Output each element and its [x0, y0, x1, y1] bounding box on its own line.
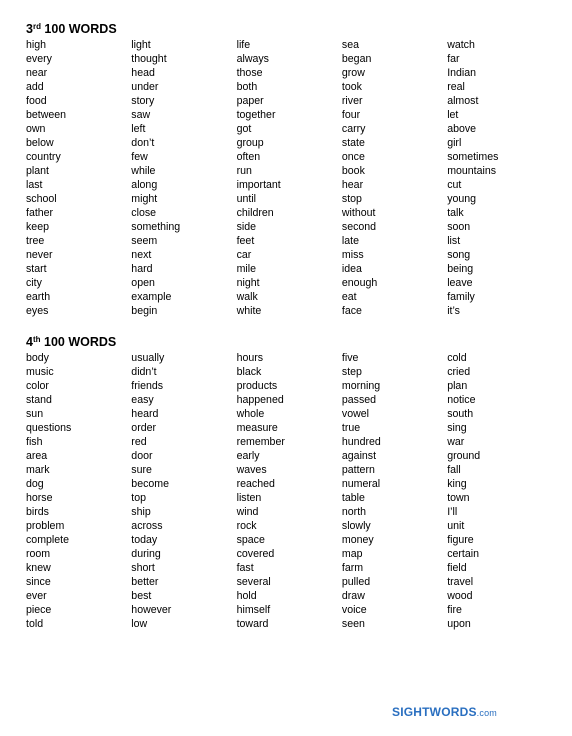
- word-item: high: [26, 39, 47, 51]
- word-item: area: [26, 450, 48, 462]
- word-item: school: [26, 193, 57, 205]
- word-item: start: [26, 263, 47, 275]
- word-column: [131, 38, 236, 318]
- word-item: morning: [341, 380, 381, 392]
- word-item: hours: [236, 352, 264, 364]
- word-item: cut: [447, 179, 462, 191]
- heading-title: 100 WORDS: [40, 22, 117, 36]
- word-item: usually: [131, 352, 165, 364]
- word-item: night: [236, 277, 260, 289]
- word-item: never: [26, 249, 53, 261]
- heading-ordinal-suffix: th: [32, 335, 41, 344]
- word-item: cried: [447, 366, 471, 378]
- word-item: low: [131, 618, 148, 630]
- word-item: rock: [236, 520, 257, 532]
- word-column: [447, 38, 552, 318]
- word-item: without: [341, 207, 376, 219]
- word-item: early: [236, 450, 260, 462]
- word-item: vowel: [341, 408, 369, 420]
- word-column: [342, 38, 447, 318]
- word-item: piece: [26, 604, 52, 616]
- word-item: next: [131, 249, 152, 261]
- logo-suffix-text: .com: [476, 708, 497, 718]
- word-item: mountains: [447, 165, 497, 177]
- word-item: draw: [341, 590, 365, 602]
- word-item: keep: [26, 221, 49, 233]
- word-item: room: [26, 548, 51, 560]
- word-item: city: [26, 277, 42, 289]
- word-item: real: [447, 81, 465, 93]
- word-item: book: [341, 165, 365, 177]
- word-item: list: [447, 235, 461, 247]
- word-item: passed: [341, 394, 377, 406]
- word-item: horse: [26, 492, 53, 504]
- word-item: song: [447, 249, 471, 261]
- word-item: slowly: [341, 520, 371, 532]
- word-item: certain: [447, 548, 479, 560]
- word-item: step: [341, 366, 362, 378]
- word-item: along: [131, 179, 158, 191]
- word-item: family: [447, 291, 475, 303]
- word-item: once: [341, 151, 365, 163]
- word-item: covered: [236, 548, 275, 560]
- word-item: pattern: [341, 464, 375, 476]
- section-heading: [26, 20, 556, 38]
- word-item: tree: [26, 235, 45, 247]
- word-item: music: [26, 366, 54, 378]
- word-item: since: [26, 576, 51, 588]
- word-item: order: [131, 422, 157, 434]
- word-item: last: [26, 179, 43, 191]
- word-item: both: [236, 81, 258, 93]
- word-item: table: [341, 492, 365, 504]
- word-item: leave: [447, 277, 473, 289]
- section-heading: [26, 333, 556, 351]
- word-item: might: [131, 193, 158, 205]
- word-item: war: [447, 436, 465, 448]
- word-item: black: [236, 366, 262, 378]
- word-item: feet: [236, 235, 255, 247]
- word-item: almost: [447, 95, 479, 107]
- word-item: body: [26, 352, 49, 364]
- word-item: stand: [26, 394, 52, 406]
- word-item: soon: [447, 221, 471, 233]
- word-item: measure: [236, 422, 278, 434]
- word-item: while: [131, 165, 156, 177]
- word-item: numeral: [341, 478, 381, 490]
- heading-ordinal-suffix: rd: [32, 22, 41, 31]
- word-item: watch: [447, 39, 475, 51]
- word-item: children: [236, 207, 274, 219]
- section-4th-100-words: [26, 333, 556, 631]
- word-item: country: [26, 151, 61, 163]
- word-item: farm: [341, 562, 364, 574]
- word-item: often: [236, 151, 261, 163]
- word-item: Indian: [447, 67, 477, 79]
- word-item: across: [131, 520, 163, 532]
- word-item: hold: [236, 590, 257, 602]
- word-item: talk: [447, 207, 464, 219]
- word-item: light: [131, 39, 151, 51]
- word-column: [26, 351, 131, 631]
- word-item: unit: [447, 520, 465, 532]
- word-item: listen: [236, 492, 262, 504]
- word-item: river: [341, 95, 363, 107]
- word-item: king: [447, 478, 467, 490]
- word-item: few: [131, 151, 148, 163]
- word-item: saw: [131, 109, 151, 121]
- word-item: began: [341, 53, 372, 65]
- word-item: wind: [236, 506, 259, 518]
- word-item: friends: [131, 380, 164, 392]
- word-item: true: [341, 422, 361, 434]
- word-item: mark: [26, 464, 50, 476]
- word-item: left: [131, 123, 146, 135]
- word-item: told: [26, 618, 44, 630]
- word-item: white: [236, 305, 262, 317]
- word-item: travel: [447, 576, 474, 588]
- word-item: better: [131, 576, 159, 588]
- heading-ordinal: 3: [26, 22, 33, 36]
- word-item: above: [447, 123, 477, 135]
- word-item: didn’t: [131, 366, 157, 378]
- word-item: however: [131, 604, 172, 616]
- word-item: happened: [236, 394, 284, 406]
- sightwords-logo: [392, 705, 497, 719]
- word-item: father: [26, 207, 54, 219]
- word-item: don’t: [131, 137, 155, 149]
- word-item: between: [26, 109, 67, 121]
- word-item: idea: [341, 263, 362, 275]
- word-item: ground: [447, 450, 481, 462]
- word-item: got: [236, 123, 252, 135]
- word-item: side: [236, 221, 257, 233]
- word-item: eat: [341, 291, 357, 303]
- word-item: plan: [447, 380, 468, 392]
- word-grid: [26, 351, 556, 631]
- word-item: head: [131, 67, 155, 79]
- word-item: against: [341, 450, 377, 462]
- word-item: sea: [341, 39, 359, 51]
- word-item: I’ll: [447, 506, 458, 518]
- word-item: face: [341, 305, 362, 317]
- word-item: paper: [236, 95, 264, 107]
- word-item: begin: [131, 305, 158, 317]
- word-item: upon: [447, 618, 471, 630]
- word-item: let: [447, 109, 459, 121]
- word-item: dog: [26, 478, 44, 490]
- word-item: sure: [131, 464, 152, 476]
- word-item: remember: [236, 436, 285, 448]
- word-item: something: [131, 221, 181, 233]
- word-item: fall: [447, 464, 461, 476]
- word-item: figure: [447, 534, 474, 546]
- word-item: map: [341, 548, 363, 560]
- word-item: south: [447, 408, 474, 420]
- word-column: [447, 351, 552, 631]
- word-item: best: [131, 590, 152, 602]
- word-item: five: [341, 352, 359, 364]
- word-column: [237, 351, 342, 631]
- section-3rd-100-words: [26, 20, 556, 318]
- word-column: [237, 38, 342, 318]
- word-item: short: [131, 562, 155, 574]
- word-item: carry: [341, 123, 366, 135]
- word-item: money: [341, 534, 374, 546]
- word-item: girl: [447, 137, 462, 149]
- word-item: those: [236, 67, 263, 79]
- word-item: color: [26, 380, 49, 392]
- word-column: [131, 351, 236, 631]
- word-item: seen: [341, 618, 365, 630]
- word-item: sometimes: [447, 151, 499, 163]
- word-item: enough: [341, 277, 378, 289]
- word-item: together: [236, 109, 276, 121]
- word-item: always: [236, 53, 269, 65]
- word-item: waves: [236, 464, 267, 476]
- word-item: toward: [236, 618, 269, 630]
- word-item: several: [236, 576, 271, 588]
- heading-title: 100 WORDS: [40, 335, 117, 349]
- word-item: today: [131, 534, 158, 546]
- word-item: state: [341, 137, 365, 149]
- word-item: took: [341, 81, 362, 93]
- word-item: grow: [341, 67, 365, 79]
- word-item: life: [236, 39, 251, 51]
- word-item: fast: [236, 562, 254, 574]
- word-item: ever: [26, 590, 47, 602]
- word-item: close: [131, 207, 157, 219]
- word-item: birds: [26, 506, 49, 518]
- word-item: notice: [447, 394, 476, 406]
- word-grid: [26, 38, 556, 318]
- word-item: voice: [341, 604, 367, 616]
- word-item: own: [26, 123, 46, 135]
- word-item: heard: [131, 408, 159, 420]
- word-item: pulled: [341, 576, 371, 588]
- word-item: seem: [131, 235, 158, 247]
- word-item: eyes: [26, 305, 49, 317]
- word-item: stop: [341, 193, 362, 205]
- word-item: field: [447, 562, 467, 574]
- word-item: plant: [26, 165, 49, 177]
- word-item: near: [26, 67, 48, 79]
- word-item: walk: [236, 291, 258, 303]
- word-item: hundred: [341, 436, 381, 448]
- word-item: reached: [236, 478, 275, 490]
- word-item: sing: [447, 422, 467, 434]
- word-item: important: [236, 179, 281, 191]
- word-item: open: [131, 277, 155, 289]
- word-item: below: [26, 137, 54, 149]
- word-item: far: [447, 53, 460, 65]
- logo-main-text: SIGHTWORDS: [392, 705, 477, 719]
- word-item: every: [26, 53, 52, 65]
- word-item: whole: [236, 408, 265, 420]
- word-item: products: [236, 380, 278, 392]
- word-item: earth: [26, 291, 51, 303]
- word-item: being: [447, 263, 474, 275]
- word-item: run: [236, 165, 252, 177]
- word-item: space: [236, 534, 265, 546]
- word-item: hard: [131, 263, 153, 275]
- word-item: late: [341, 235, 359, 247]
- word-item: food: [26, 95, 47, 107]
- word-item: red: [131, 436, 147, 448]
- word-item: north: [341, 506, 367, 518]
- word-item: car: [236, 249, 252, 261]
- word-item: top: [131, 492, 147, 504]
- word-item: mile: [236, 263, 257, 275]
- word-item: add: [26, 81, 44, 93]
- word-item: door: [131, 450, 153, 462]
- word-item: story: [131, 95, 155, 107]
- word-item: second: [341, 221, 377, 233]
- word-item: problem: [26, 520, 65, 532]
- word-item: wood: [447, 590, 473, 602]
- word-item: it’s: [447, 305, 460, 317]
- word-item: example: [131, 291, 172, 303]
- word-item: four: [341, 109, 361, 121]
- word-item: questions: [26, 422, 72, 434]
- word-item: himself: [236, 604, 271, 616]
- word-item: hear: [341, 179, 364, 191]
- word-item: until: [236, 193, 257, 205]
- word-item: knew: [26, 562, 51, 574]
- word-item: town: [447, 492, 470, 504]
- word-item: complete: [26, 534, 69, 546]
- word-item: fire: [447, 604, 462, 616]
- word-item: ship: [131, 506, 151, 518]
- word-item: fish: [26, 436, 43, 448]
- word-item: cold: [447, 352, 467, 364]
- word-item: thought: [131, 53, 167, 65]
- word-column: [26, 38, 131, 318]
- word-item: miss: [341, 249, 364, 261]
- heading-ordinal: 4: [26, 335, 33, 349]
- word-item: young: [447, 193, 477, 205]
- word-item: sun: [26, 408, 44, 420]
- word-item: under: [131, 81, 159, 93]
- word-item: become: [131, 478, 169, 490]
- word-item: during: [131, 548, 161, 560]
- word-column: [342, 351, 447, 631]
- word-item: easy: [131, 394, 154, 406]
- word-item: group: [236, 137, 264, 149]
